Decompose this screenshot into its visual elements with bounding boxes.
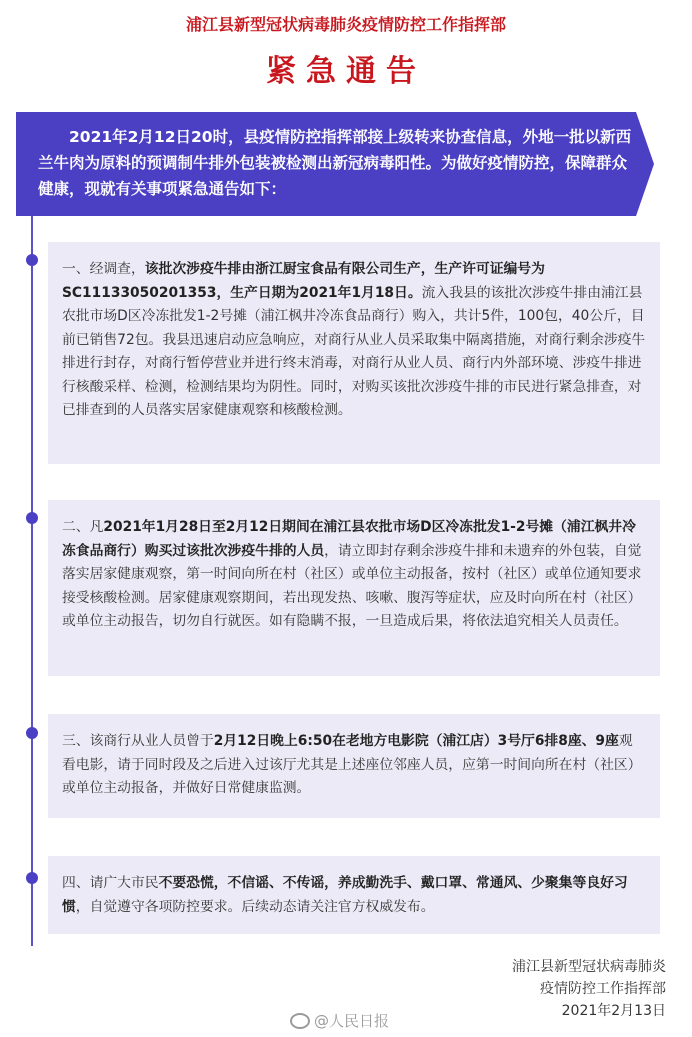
- intro-text: 2021年2月12日20时，县疫情防控指挥部接上级转来协查信息，外地一批以新西兰牛肉为原料的预调制牛排外包装被检测出新冠病毒阳性。为做好疫情防控，保障群众健康，现就有关事项紧急通告如下：: [38, 128, 632, 198]
- section-1-lead: 一、经调查，: [62, 261, 145, 277]
- notice-title: 紧急通告: [266, 54, 426, 89]
- timeline-dot: [26, 727, 38, 739]
- signature-date: 2021年2月13日: [561, 1003, 666, 1019]
- watermark-text: @人民日报: [314, 1012, 390, 1030]
- section-2-bold: 2021年1月28日至2月12日期间在浦江县农批市场D区冷冻批发1-2号摊（浦江枫井冷冻食品商行）购买过该批次涉疫牛排的人员: [62, 519, 636, 559]
- section-2: [48, 500, 660, 676]
- section-2-body: ，请立即封存剩余涉疫牛排和未遗弃的外包装，自觉落实居家健康观察，第一时间向所在村（社区）或单位主动报备，按村（社区）或单位通知要求接受核酸检测。居家健康观察期间，若出现发热、咳嗽、腹泻等症状，应及时向所在村（社区）或单位主动报告，切勿自行就医。如有隐瞒不报，一旦造成后果，将依法追究相关人员责任。: [62, 542, 642, 629]
- section-4-body: ，自觉遵守各项防控要求。后续动态请关注官方权威发布。: [75, 898, 435, 915]
- org-title: 浦江县新型冠状病毒肺炎疫情防控工作指挥部: [185, 15, 506, 34]
- signature-line-2: 疫情防控工作指挥部: [540, 981, 666, 997]
- section-1: [48, 242, 660, 464]
- timeline-dot: [26, 512, 38, 524]
- section-1-bold: 该批次涉疫牛排由浙江厨宝食品有限公司生产，生产许可证编号为SC11133050201353，生产日期为2021年1月18日。: [62, 261, 545, 301]
- section-3: [48, 714, 660, 818]
- section-1-body: 流入我县的该批次涉疫牛排由浦江县农批市场D区冷冻批发1-2号摊（浦江枫井冷冻食品商行）购入，共计5件，100包，40公斤，目前已销售72包。我县迅速启动应急响应，对商行从业人员采取集中隔离措施，对商行剩余涉疫牛排进行封存，对商行暂停营业并进行终末消毒，对商行从业人员、商行内外部环境、涉疫牛排进行核酸采样、检测，检测结果均为阴性。同时，对购买该批次涉疫牛排的市民进行紧急排查，对已排查到的人员落实居家健康观察和核酸检测。: [62, 284, 646, 418]
- weibo-icon: [290, 1013, 310, 1029]
- section-4-bold: 不要恐慌，不信谣、不传谣，养成勤洗手、戴口罩、常通风、少聚集等良好习惯: [62, 875, 628, 915]
- section-3-bold: 2月12日晚上6:50在老地方电影院（浦江店）3号厅6排8座、9座: [213, 733, 619, 749]
- intro-banner-arrow: [636, 112, 654, 216]
- timeline-line: [31, 216, 33, 946]
- section-3-lead: 三、该商行从业人员曾于: [62, 733, 214, 749]
- watermark: [290, 1010, 389, 1031]
- section-4: [48, 856, 660, 934]
- section-3-body: 观看电影，请于同时段及之后进入过该厅尤其是上述座位邻座人员，应第一时间向所在村（社区）或单位主动报备，并做好日常健康监测。: [62, 733, 642, 796]
- timeline-dot: [26, 872, 38, 884]
- section-4-lead: 四、请广大市民: [62, 875, 159, 891]
- signature-line-1: 浦江县新型冠状病毒肺炎: [512, 959, 666, 975]
- section-2-lead: 二、凡: [62, 519, 104, 535]
- timeline-dot: [26, 254, 38, 266]
